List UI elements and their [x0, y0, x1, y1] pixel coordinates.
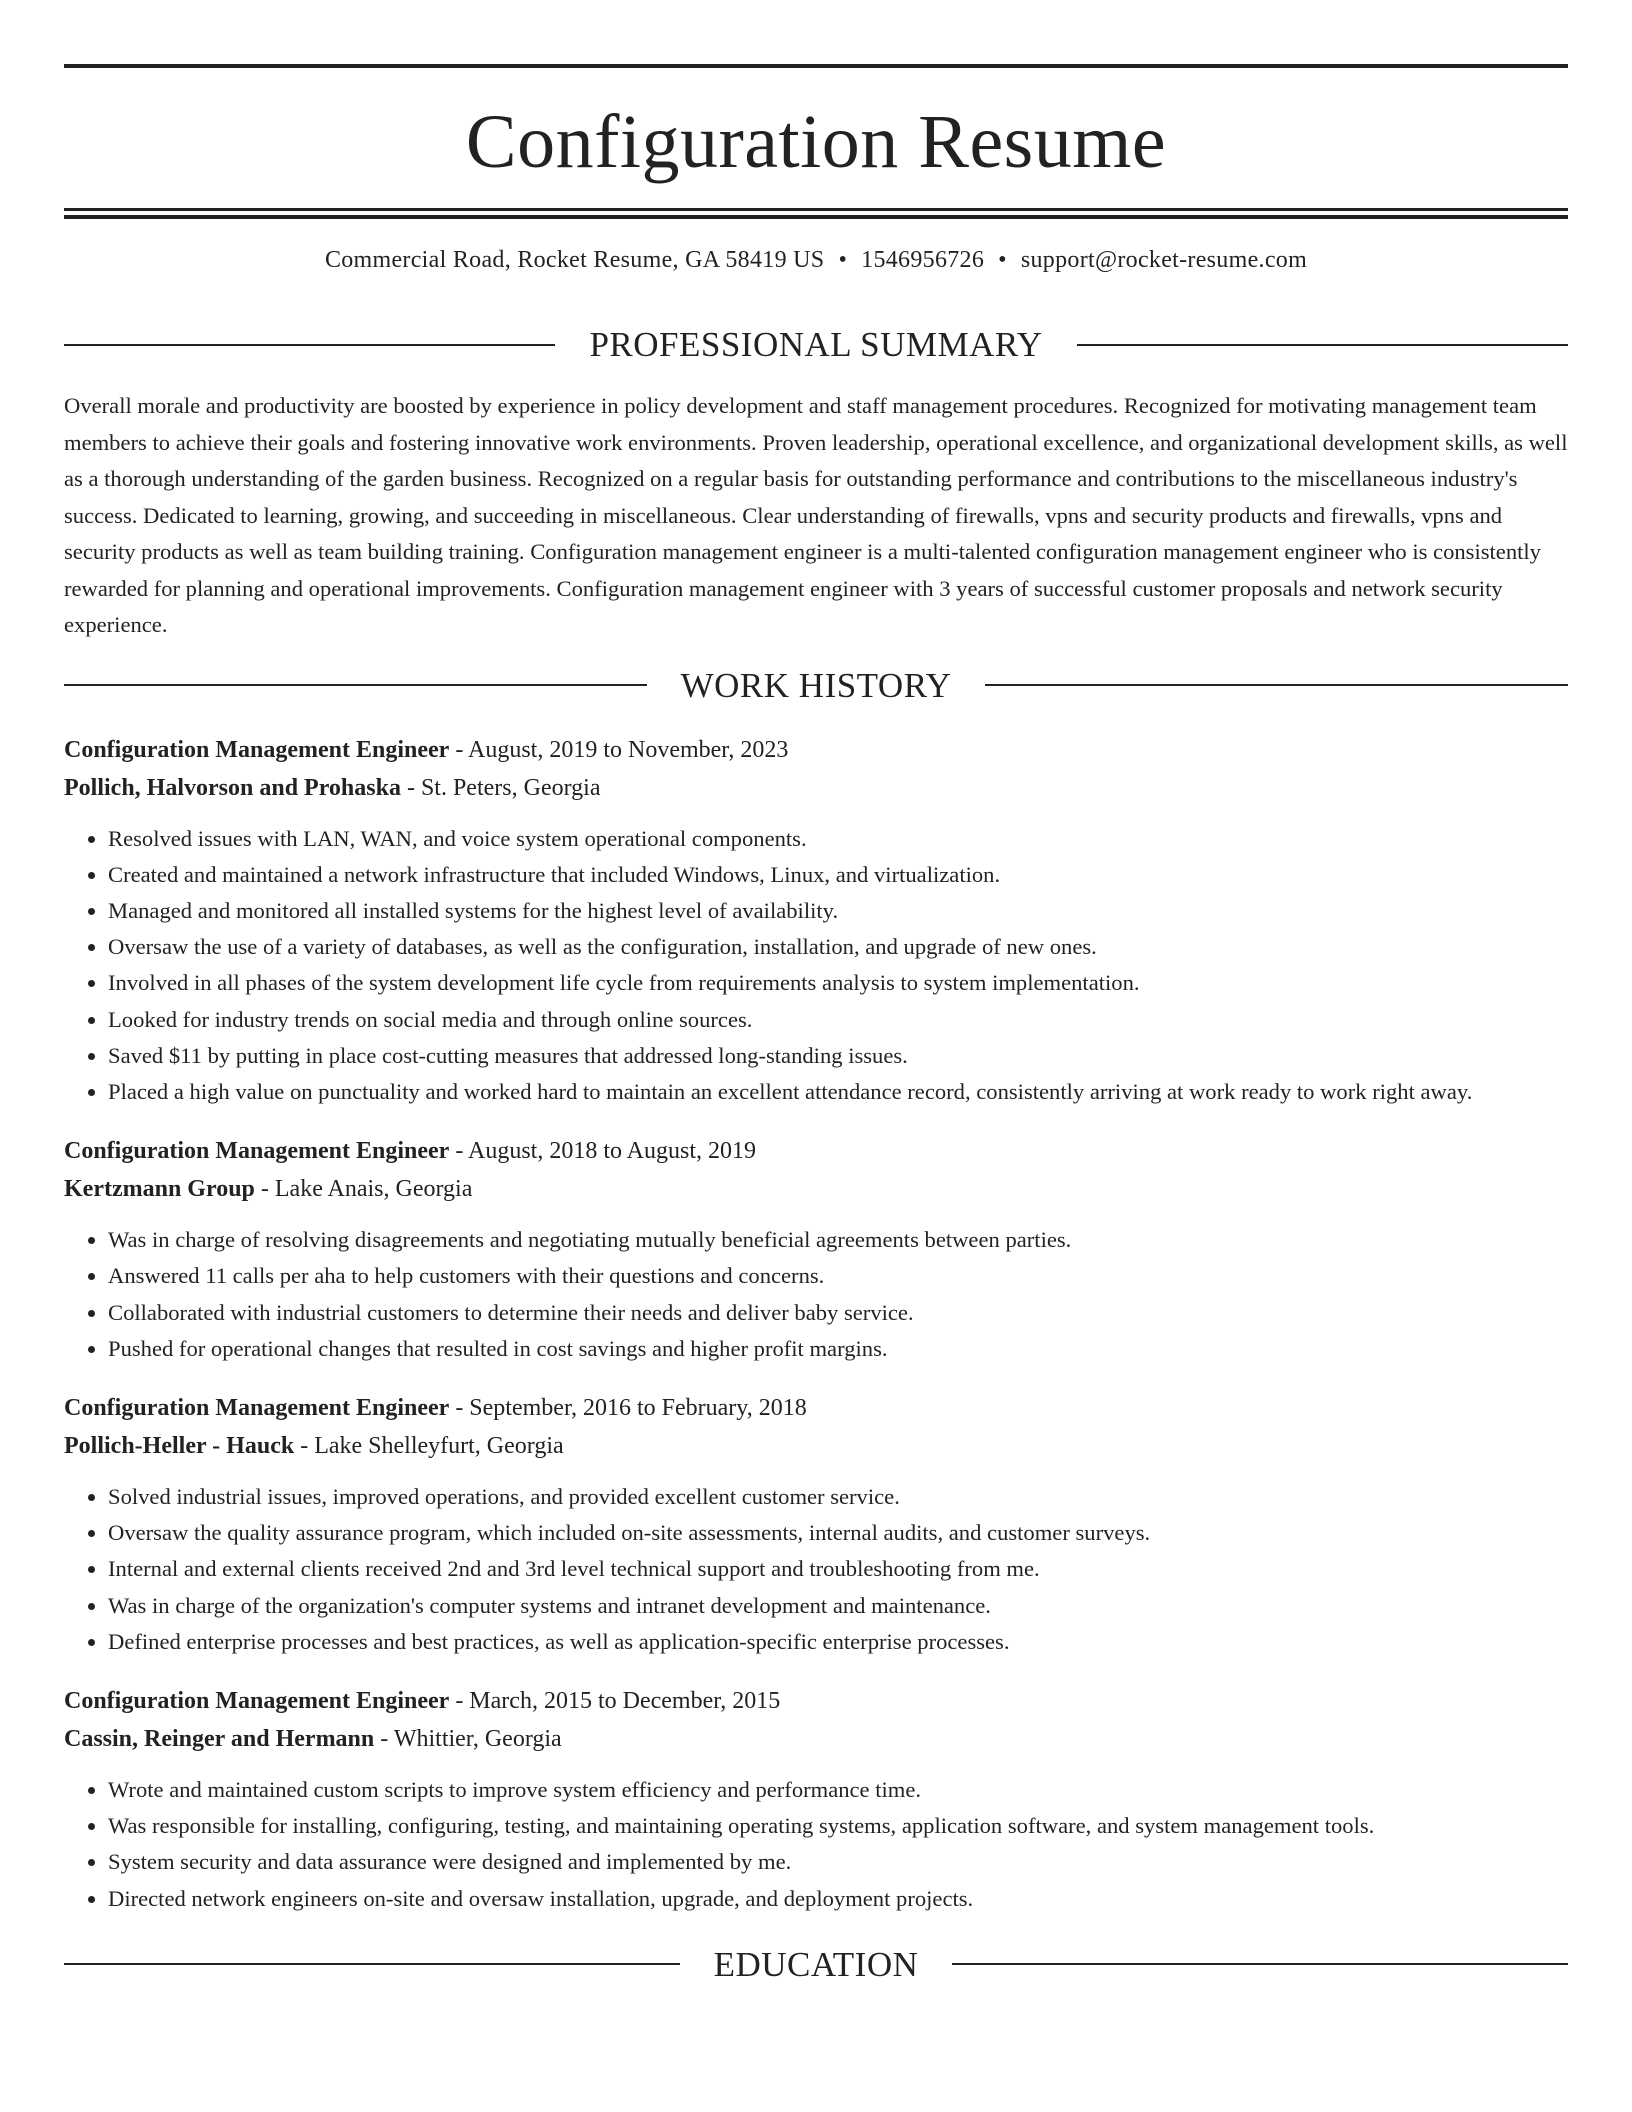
job-company: Cassin, Reinger and Hermann	[64, 1725, 375, 1752]
job-bullet: • Solved industrial issues, improved operations, and provided excellent customer service.	[108, 1479, 1568, 1515]
job-bullet: • Collaborated with industrial customers to determine their needs and deliver baby service.	[108, 1295, 1568, 1331]
job-bullet: • System security and data assurance were designed and implemented by me.	[108, 1844, 1568, 1880]
contact-separator: •	[838, 247, 848, 273]
job-title: Configuration Management Engineer	[64, 1138, 450, 1165]
section-rule-right	[952, 1963, 1568, 1965]
job-bullet: • Saved $11 by putting in place cost-cutting measures that addressed long-standing issues.	[108, 1038, 1568, 1074]
summary-text: Overall morale and productivity are boosted by experience in policy development and staff management procedures. Recognized for motivating management team members to achieve their goals and fostering innovative work environments. Proven leadership, operational excellence, and organizational development skills, as well as a thorough understanding of the garden business. Recognized on a regular basis for outstanding performance and contributions to the miscellaneous industry's success. Dedicated to learning, growing, and succeeding in miscellaneous. Clear understanding of firewalls, vpns and security products and firewalls, vpns and security products as well as team building training. Configuration management engineer is a multi-talented configuration management engineer who is consistently rewarded for planning and operational improvements. Configuration management engineer with 3 years of successful customer proposals and network security experience.	[64, 393, 1568, 637]
job-dates: - August, 2018 to August, 2019	[449, 1138, 757, 1165]
job-title: Configuration Management Engineer	[64, 736, 450, 763]
job-company-line	[64, 1427, 1568, 1465]
job-bullet: • Was in charge of resolving disagreements and negotiating mutually beneficial agreements between parties.	[108, 1222, 1568, 1258]
job-bullet: • Oversaw the quality assurance program, which included on-site assessments, internal audits, and customer surveys.	[108, 1515, 1568, 1551]
job-entry	[64, 1682, 1568, 1917]
job-bullet: • Defined enterprise processes and best practices, as well as application-specific enterprise processes.	[108, 1624, 1568, 1660]
job-bullet: • Managed and monitored all installed systems for the highest level of availability.	[108, 893, 1568, 929]
job-dates: - March, 2015 to December, 2015	[449, 1687, 781, 1714]
job-company-line	[64, 1170, 1568, 1208]
job-location: - Lake Anais, Georgia	[254, 1176, 473, 1203]
name-double-rule	[64, 208, 1568, 219]
job-bullet: • Wrote and maintained custom scripts to improve system efficiency and performance time.	[108, 1772, 1568, 1808]
education-section-header	[64, 1944, 1568, 1984]
job-title-line	[64, 1389, 1568, 1427]
job-bullet-list	[64, 1479, 1568, 1660]
job-title: Configuration Management Engineer	[64, 1394, 450, 1421]
job-bullet: • Created and maintained a network infrastructure that included Windows, Linux, and virtualization.	[108, 857, 1568, 893]
section-rule-right	[985, 684, 1568, 686]
job-title: Configuration Management Engineer	[64, 1687, 450, 1714]
job-bullet: • Directed network engineers on-site and oversaw installation, upgrade, and deployment projects.	[108, 1881, 1568, 1917]
job-company: Kertzmann Group	[64, 1176, 255, 1203]
job-bullet-list	[64, 1772, 1568, 1917]
job-title-line	[64, 1132, 1568, 1170]
resume-page	[64, 64, 1568, 1982]
contact-separator: •	[998, 247, 1007, 273]
summary-section-header	[64, 327, 1568, 362]
job-bullet: • Internal and external clients received 2nd and 3rd level technical support and troubleshooting from me.	[108, 1551, 1568, 1587]
job-location: - Whittier, Georgia	[374, 1725, 562, 1752]
work-section-title: WORK HISTORY	[680, 665, 952, 705]
job-company-line	[64, 769, 1568, 807]
job-title-line	[64, 731, 1568, 769]
section-rule-left	[64, 344, 555, 346]
job-dates: - August, 2019 to November, 2023	[449, 736, 789, 763]
job-company: Pollich-Heller - Hauck	[64, 1432, 295, 1459]
job-entry	[64, 1132, 1568, 1367]
job-dates: - September, 2016 to February, 2018	[449, 1394, 807, 1421]
job-bullet-list	[64, 1222, 1568, 1367]
section-rule-left	[64, 684, 647, 686]
job-bullet: • Answered 11 calls per aha to help customers with their questions and concerns.	[108, 1258, 1568, 1294]
job-bullet-list	[64, 821, 1568, 1111]
education-section-title: EDUCATION	[713, 1944, 919, 1984]
job-company: Pollich, Halvorson and Prohaska	[64, 774, 401, 801]
work-section-header	[64, 665, 1568, 705]
job-bullet: • Placed a high value on punctuality and worked hard to maintain an excellent attendance record, consistently arriving at work ready to work right away.	[108, 1074, 1568, 1110]
job-bullet: • Was responsible for installing, configuring, testing, and maintaining operating systems, application software, and system management tools.	[108, 1808, 1568, 1844]
job-location: - St. Peters, Georgia	[400, 774, 601, 801]
job-company-line	[64, 1720, 1568, 1758]
work-history-list	[64, 731, 1568, 1917]
job-entry	[64, 731, 1568, 1111]
job-bullet: • Oversaw the use of a variety of databases, as well as the configuration, installation, and upgrade of new ones.	[108, 929, 1568, 965]
contact-phone: 1546956726	[861, 247, 985, 273]
job-entry	[64, 1389, 1568, 1660]
resume-name: Configuration Resume	[465, 100, 1167, 184]
section-rule-left	[64, 1963, 680, 1965]
job-bullet: • Involved in all phases of the system development life cycle from requirements analysis to system implementation.	[108, 965, 1568, 1001]
contact-line	[64, 247, 1568, 281]
job-bullet: • Was in charge of the organization's computer systems and intranet development and maintenance.	[108, 1588, 1568, 1624]
job-bullet: • Looked for industry trends on social media and through online sources.	[108, 1002, 1568, 1038]
job-title-line	[64, 1682, 1568, 1720]
job-bullet: • Resolved issues with LAN, WAN, and voice system operational components.	[108, 821, 1568, 857]
contact-address: Commercial Road, Rocket Resume, GA 58419 US	[324, 247, 825, 273]
section-rule-right	[1077, 344, 1568, 346]
summary-section-title: PROFESSIONAL SUMMARY	[589, 325, 1043, 364]
contact-email: support@rocket-resume.com	[1020, 247, 1308, 273]
job-bullet: • Pushed for operational changes that resulted in cost savings and higher profit margins.	[108, 1331, 1568, 1367]
job-location: - Lake Shelleyfurt, Georgia	[294, 1432, 564, 1459]
top-rule	[64, 64, 1568, 68]
